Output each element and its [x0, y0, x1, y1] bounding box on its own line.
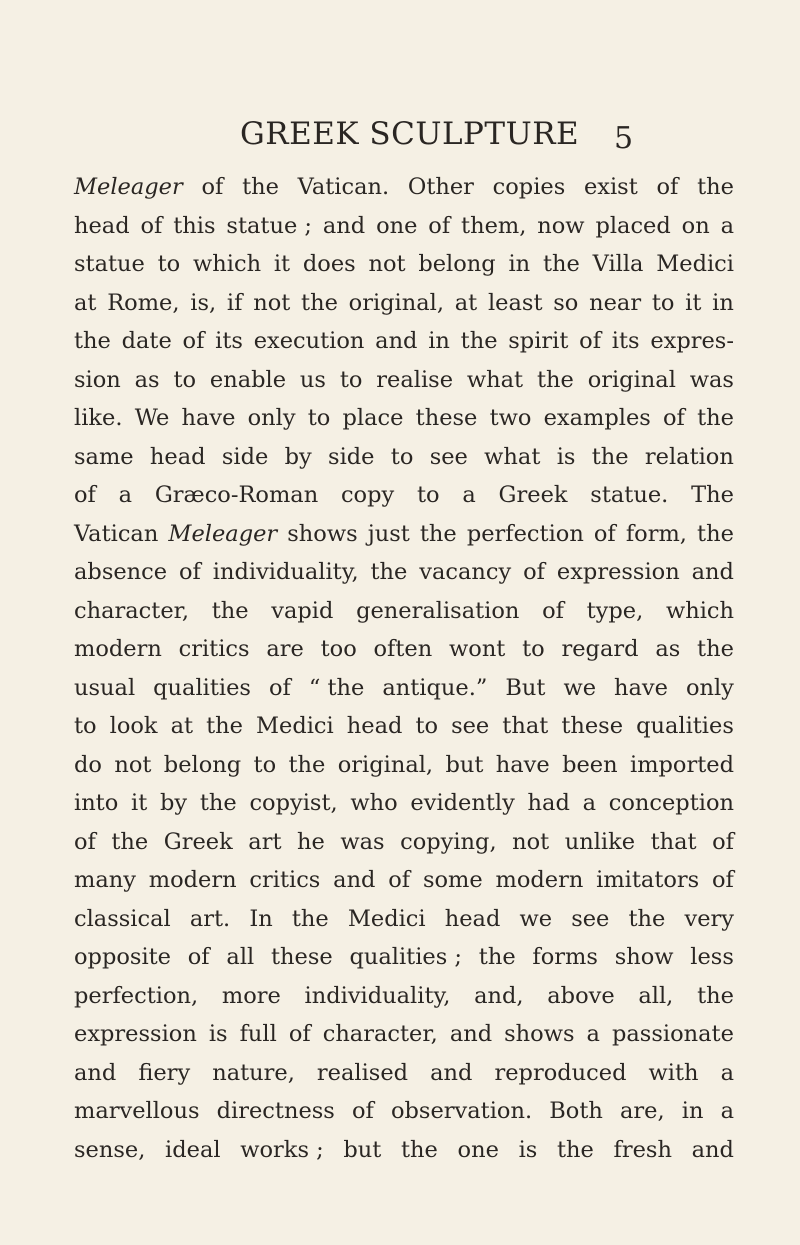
- word: Vatican: [74, 520, 159, 547]
- word: character,: [74, 597, 190, 624]
- text-line: [74, 707, 734, 746]
- word: by: [160, 790, 188, 816]
- word: to: [253, 751, 277, 778]
- word: and: [691, 1136, 734, 1163]
- word: some: [422, 867, 483, 893]
- word: a: [720, 1059, 734, 1086]
- word: placed: [595, 212, 671, 239]
- word: head: [74, 212, 130, 239]
- word: a: [720, 212, 734, 239]
- word: Both: [549, 1098, 603, 1124]
- word: copyist,: [249, 790, 338, 816]
- word: of: [656, 174, 679, 200]
- word: copies: [492, 174, 566, 200]
- word: the: [591, 443, 629, 470]
- word: which: [193, 251, 262, 277]
- word: at: [74, 289, 97, 316]
- page-number: 5: [614, 121, 634, 156]
- text-line: [74, 476, 734, 515]
- text-line: [74, 399, 734, 438]
- word: critics: [249, 867, 321, 893]
- word: we: [563, 674, 597, 701]
- word: to: [651, 289, 675, 316]
- word: statue ;: [226, 212, 312, 239]
- word: evidently: [410, 790, 515, 816]
- word: Other: [407, 174, 474, 200]
- word: the: [697, 520, 734, 547]
- text-line: [74, 284, 734, 323]
- word: fiery: [138, 1059, 191, 1086]
- text-line: [74, 515, 734, 554]
- word: a: [582, 790, 597, 816]
- word: art: [248, 828, 282, 855]
- word: of: [187, 944, 210, 970]
- word: was: [340, 828, 385, 855]
- text-line: [74, 861, 734, 900]
- word: forms: [532, 944, 598, 970]
- text-line: [74, 669, 734, 708]
- word: a: [118, 482, 133, 508]
- text-line: [74, 746, 734, 785]
- word: the: [206, 713, 243, 739]
- word: a: [462, 482, 476, 508]
- word: we: [519, 905, 553, 932]
- word: of: [712, 867, 734, 893]
- word: form,: [625, 520, 687, 547]
- word: is,: [190, 289, 217, 316]
- word: been: [562, 751, 618, 778]
- word: of: [542, 597, 564, 624]
- word: nature,: [212, 1059, 295, 1086]
- word: is: [518, 1136, 538, 1163]
- word: modern: [148, 867, 237, 893]
- word: full: [239, 1021, 277, 1047]
- word: side: [221, 443, 269, 470]
- word: near: [589, 289, 642, 316]
- word: perfection,: [74, 982, 199, 1009]
- word: that: [502, 713, 549, 739]
- word: of: [593, 520, 616, 547]
- word: a: [586, 1021, 600, 1047]
- word: have: [181, 405, 236, 431]
- word: all: [226, 944, 255, 970]
- word: the: [697, 636, 734, 662]
- word: Medici: [255, 713, 334, 739]
- word: so: [553, 289, 579, 316]
- word: imported: [630, 751, 734, 778]
- word: head: [346, 713, 403, 739]
- word: more: [221, 982, 281, 1009]
- word: who: [350, 790, 398, 816]
- word: are: [266, 636, 304, 662]
- word: type,: [586, 597, 644, 624]
- word: does: [302, 251, 356, 277]
- word: and: [449, 1021, 493, 1047]
- word: execution: [253, 328, 365, 354]
- word: have: [495, 751, 550, 778]
- word: as: [655, 636, 681, 662]
- word: usual: [74, 674, 136, 701]
- word: modern: [495, 867, 584, 893]
- text-line: [74, 168, 734, 207]
- word: expression: [74, 1021, 197, 1047]
- word: very: [684, 905, 734, 932]
- word: Meleager: [168, 520, 278, 547]
- word: not: [114, 751, 152, 778]
- word: exist: [583, 174, 638, 200]
- word: in: [681, 1098, 704, 1124]
- word: “ the: [308, 674, 365, 701]
- word: expres-: [650, 328, 734, 354]
- word: reproduced: [494, 1059, 627, 1086]
- word: in: [712, 289, 734, 316]
- word: Medici: [347, 905, 426, 932]
- word: to: [74, 713, 97, 739]
- word: opposite: [74, 944, 171, 970]
- word: of: [74, 828, 96, 855]
- word: art.: [189, 905, 231, 932]
- word: of: [663, 405, 685, 431]
- word: But: [505, 674, 546, 701]
- word: the: [460, 328, 498, 354]
- word: a: [720, 1098, 734, 1124]
- word: works ;: [240, 1136, 324, 1163]
- word: the: [74, 328, 111, 354]
- word: the: [628, 905, 666, 932]
- word: see: [429, 443, 468, 470]
- word: is: [208, 1021, 228, 1047]
- word: them,: [461, 212, 527, 239]
- word: the: [301, 289, 338, 316]
- word: and: [74, 1059, 117, 1086]
- word: of: [74, 482, 96, 508]
- text-line: [74, 322, 734, 361]
- word: Greek: [163, 828, 233, 855]
- word: its: [215, 328, 243, 354]
- word: same: [74, 443, 134, 470]
- text-line: [74, 438, 734, 477]
- word: the: [419, 520, 457, 547]
- word: to: [307, 405, 331, 431]
- word: one: [376, 212, 418, 239]
- word: at: [454, 289, 478, 316]
- word: of: [268, 674, 291, 701]
- word: Meleager: [74, 174, 183, 200]
- running-title: GREEK SCULPTURE: [240, 116, 580, 152]
- word: as: [134, 366, 160, 393]
- word: critics: [178, 636, 250, 662]
- word: the: [697, 405, 734, 431]
- word: have: [614, 674, 668, 701]
- word: to: [522, 636, 545, 662]
- word: head: [149, 443, 206, 470]
- word: of: [388, 867, 411, 893]
- word: sense,: [74, 1136, 146, 1163]
- word: the: [199, 790, 237, 816]
- word: the: [242, 174, 279, 200]
- word: spirit: [508, 328, 569, 354]
- word: Villa: [592, 251, 644, 277]
- word: enable: [209, 366, 287, 393]
- word: the: [697, 982, 734, 1009]
- word: to: [339, 366, 363, 393]
- word: the: [401, 1136, 438, 1163]
- word: above: [547, 982, 615, 1009]
- word: show: [614, 944, 674, 970]
- text-line: [74, 207, 734, 246]
- word: shows: [504, 1021, 575, 1047]
- text-line: [74, 1092, 734, 1131]
- word: date: [121, 328, 172, 354]
- word: head: [444, 905, 501, 932]
- word: into: [74, 790, 119, 816]
- word: but: [445, 751, 484, 778]
- word: directness: [216, 1098, 335, 1124]
- word: at: [170, 713, 194, 739]
- word: Rome,: [107, 289, 180, 316]
- word: and: [333, 867, 376, 893]
- word: observation.: [390, 1098, 533, 1124]
- word: us: [299, 366, 326, 393]
- word: relation: [644, 443, 734, 470]
- text-line: [74, 553, 734, 592]
- word: the: [291, 905, 329, 932]
- word: In: [249, 905, 273, 932]
- word: qualities: [636, 713, 734, 739]
- word: to: [173, 366, 197, 393]
- text-line: [74, 900, 734, 939]
- word: statue: [74, 251, 145, 277]
- word: to: [157, 251, 181, 277]
- word: the: [111, 828, 149, 855]
- word: it: [685, 289, 702, 316]
- word: look: [109, 713, 158, 739]
- word: and: [430, 1059, 473, 1086]
- word: statue.: [590, 482, 669, 508]
- word: sion: [74, 366, 121, 393]
- word: was: [689, 366, 734, 393]
- word: do: [74, 751, 102, 778]
- word: of: [182, 328, 205, 354]
- word: on: [681, 212, 710, 239]
- word: but: [343, 1136, 382, 1163]
- word: what: [484, 443, 541, 470]
- text-line: [74, 784, 734, 823]
- word: individuality,: [304, 982, 451, 1009]
- text-line: [74, 361, 734, 400]
- word: that: [650, 828, 697, 855]
- word: which: [665, 597, 734, 624]
- word: by: [284, 443, 312, 470]
- word: of: [351, 1098, 374, 1124]
- word: Græco-Roman: [154, 482, 319, 508]
- word: of: [179, 559, 201, 585]
- word: only: [247, 405, 296, 431]
- word: shows: [287, 520, 358, 547]
- word: realised: [316, 1059, 409, 1086]
- word: all,: [638, 982, 674, 1009]
- word: the: [542, 251, 580, 277]
- word: regard: [561, 636, 639, 662]
- word: imitators: [596, 867, 700, 893]
- word: marvellous: [74, 1098, 200, 1124]
- word: We: [134, 405, 170, 431]
- text-line: [74, 630, 734, 669]
- word: these: [270, 944, 333, 970]
- word: place: [342, 405, 404, 431]
- word: The: [691, 482, 734, 508]
- word: just: [367, 520, 410, 547]
- word: see: [571, 905, 610, 932]
- word: examples: [543, 405, 651, 431]
- text-line: [74, 1054, 734, 1093]
- word: the: [211, 597, 249, 624]
- word: of: [712, 828, 734, 855]
- word: to: [390, 443, 414, 470]
- word: and: [691, 559, 734, 585]
- word: realise: [376, 366, 454, 393]
- word: passionate: [611, 1021, 734, 1047]
- text-line: [74, 592, 734, 631]
- word: of: [140, 212, 163, 239]
- word: often: [373, 636, 433, 662]
- word: he: [297, 828, 325, 855]
- word: with: [648, 1059, 699, 1086]
- word: original,: [337, 751, 434, 778]
- word: ideal: [165, 1136, 221, 1163]
- word: fresh: [613, 1136, 672, 1163]
- word: it: [273, 251, 291, 277]
- word: classical: [74, 905, 171, 932]
- word: only: [685, 674, 734, 701]
- word: of: [288, 1021, 311, 1047]
- word: one: [457, 1136, 499, 1163]
- word: generalisation: [356, 597, 520, 624]
- word: and: [322, 212, 366, 239]
- word: the: [288, 751, 326, 778]
- word: in: [428, 328, 450, 354]
- word: now: [537, 212, 585, 239]
- word: to: [415, 713, 439, 739]
- word: in: [508, 251, 531, 277]
- word: of: [201, 174, 224, 200]
- word: of: [579, 328, 602, 354]
- word: Vatican.: [297, 174, 390, 200]
- word: belong: [163, 751, 242, 778]
- word: not: [368, 251, 406, 277]
- word: too: [320, 636, 357, 662]
- word: to: [416, 482, 440, 508]
- text-line: [74, 938, 734, 977]
- word: it: [131, 790, 148, 816]
- word: of: [428, 212, 451, 239]
- text-line: [74, 245, 734, 284]
- word: Medici: [656, 251, 734, 277]
- word: its: [611, 328, 640, 354]
- word: least: [487, 289, 543, 316]
- word: of: [523, 559, 545, 585]
- word: see: [451, 713, 490, 739]
- word: and: [375, 328, 418, 354]
- word: antique.”: [382, 674, 488, 701]
- word: absence: [74, 559, 168, 585]
- word: and,: [474, 982, 524, 1009]
- word: expression: [556, 559, 680, 585]
- word: belong: [418, 251, 496, 277]
- word: individuality,: [212, 559, 359, 585]
- word: the: [557, 1136, 594, 1163]
- word: two: [489, 405, 532, 431]
- word: vapid: [271, 597, 334, 624]
- word: Greek: [498, 482, 568, 508]
- word: conception: [608, 790, 734, 816]
- word: qualities: [153, 674, 251, 701]
- word: original,: [348, 289, 445, 316]
- word: modern: [74, 636, 162, 662]
- word: unlike: [564, 828, 636, 855]
- text-line: [74, 1131, 734, 1170]
- body-text: [74, 168, 734, 1169]
- text-line: [74, 823, 734, 862]
- word: qualities ;: [349, 944, 463, 970]
- word: many: [74, 867, 136, 893]
- word: these: [561, 713, 624, 739]
- word: original: [587, 366, 676, 393]
- word: less: [690, 944, 734, 970]
- word: had: [527, 790, 570, 816]
- word: like.: [74, 405, 123, 431]
- word: if: [226, 289, 243, 316]
- text-line: [74, 977, 734, 1016]
- word: not: [253, 289, 291, 316]
- word: wont: [449, 636, 506, 662]
- word: perfection: [466, 520, 584, 547]
- word: the: [536, 366, 574, 393]
- word: is: [556, 443, 576, 470]
- word: not: [512, 828, 550, 855]
- word: what: [466, 366, 524, 393]
- word: vacancy: [419, 559, 512, 585]
- word: these: [415, 405, 478, 431]
- word: the: [370, 559, 408, 585]
- word: side: [328, 443, 375, 470]
- word: copying,: [400, 828, 497, 855]
- text-line: [74, 1015, 734, 1054]
- word: are,: [619, 1098, 665, 1124]
- word: copy: [340, 482, 395, 508]
- word: this: [173, 212, 216, 239]
- word: the: [697, 174, 734, 200]
- word: the: [478, 944, 516, 970]
- word: character,: [322, 1021, 438, 1047]
